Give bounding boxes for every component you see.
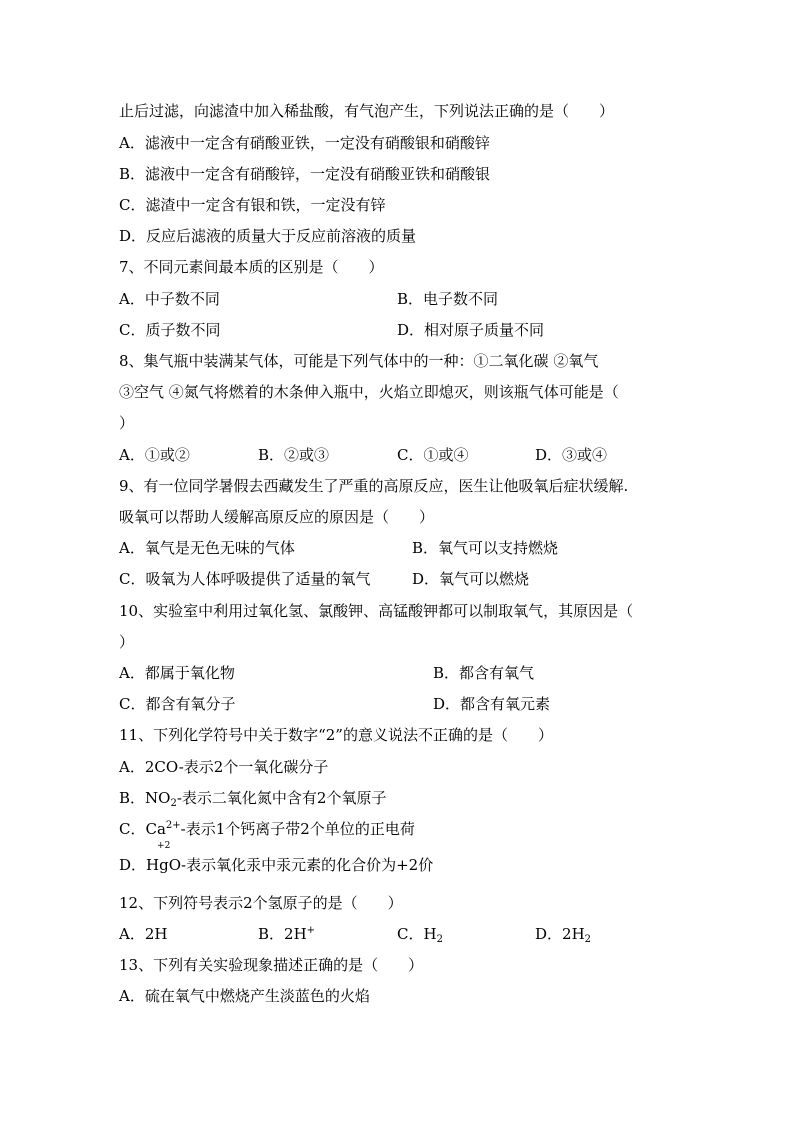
q12-d-subscript: 2 [584,934,592,945]
q13-option-a: A．硫在氧气中燃烧产生淡蓝色的火焰 [119,987,370,1005]
q12-option-d [535,922,591,946]
q10-stem-line-2: ） [119,633,135,651]
q7-stem: 7、不同元素间最本质的区别是（ ） [119,258,384,276]
q8-stem-line-3: ） [119,414,135,432]
q9-stem-line-1: 9、有一位同学暑假去西藏发生了严重的高原反应，医生让他吸氧后症状缓解. [119,477,629,495]
q6-option-b: B．滤液中一定含有硝酸锌，一定没有硝酸亚铁和硝酸银 [119,165,491,183]
q12-option-c [397,922,443,946]
q11-c-formula: Ca [145,820,166,838]
q11-d-prefix: D． [119,856,147,874]
q11-d-text: -表示氧化汞中汞元素的化合价为+2价 [181,856,434,874]
q11-option-a [119,755,328,779]
q8-option-b: B．②或③ [258,446,330,464]
q11-option-c [119,817,415,841]
q8-option-c: C．①或④ [397,446,469,464]
q9-option-d: D．氧气可以燃烧 [412,570,530,588]
q6-stem: 止后过滤，向滤渣中加入稀盐酸，有气泡产生，下列说法正确的是（ ） [119,102,615,120]
q12-option-a: A．2H [119,925,168,943]
q13-stem: 13、下列有关实验现象描述正确的是（ ） [119,956,424,974]
q11-a-prefix: A． [119,758,145,776]
q11-option-d [119,841,434,877]
q9-option-c: C．吸氧为人体呼吸提供了适量的氧气 [119,570,371,588]
q10-option-c: C．都含有氧分子 [119,695,236,713]
q11-a-text: -表示2个一氧化碳分子 [178,758,329,776]
q11-b-subscript: 2 [170,798,177,809]
q12-option-b [258,922,315,946]
q6-option-c: C．滤渣中一定含有银和铁，一定没有锌 [119,196,386,214]
q11-option-b [119,786,386,810]
q11-b-formula: NO [145,789,171,807]
q6-option-a: A．滤液中一定含有硝酸亚铁，一定没有硝酸银和硝酸锌 [119,134,490,152]
q11-d-formula: HgO [146,856,182,874]
q10-option-b: B．都含有氧气 [433,664,535,682]
q10-option-a: A．都属于氧化物 [119,664,235,682]
q12-c-main: C．H [397,925,437,943]
q10-stem-line-1: 10、实验室中利用过氧化氢、氯酸钾、高锰酸钾都可以制取氧气，其原因是（ [119,602,634,620]
q11-d-valence: +2 [157,841,171,851]
q12-b-superscript: + [306,925,316,936]
q12-b-main: B．2H [258,925,307,943]
q8-stem-line-1: 8、集气瓶中装满某气体，可能是下列气体中的一种：①二氧化碳 ②氧气 [119,352,599,370]
q12-d-main: D．2H [535,925,585,943]
q11-d-formula-group [146,841,182,877]
q12-stem: 12、下列符号表示2个氢原子的是（ ） [119,894,403,912]
q8-option-d: D．③或④ [535,446,608,464]
q12-c-subscript: 2 [436,934,443,945]
q7-option-d: D．相对原子质量不同 [397,321,545,339]
q10-option-d: D．都含有氧元素 [433,695,551,713]
q6-option-d: D．反应后滤液的质量大于反应前溶液的质量 [119,227,417,245]
q11-c-prefix: C． [119,820,146,838]
q8-stem-line-2: ③空气 ④氮气将燃着的木条伸入瓶中，火焰立即熄灭，则该瓶气体可能是（ [119,383,619,401]
q7-option-a: A．中子数不同 [119,290,220,308]
q9-option-a: A．氧气是无色无味的气体 [119,539,295,557]
q11-c-superscript: 2+ [165,820,181,831]
q11-c-text: -表示1个钙离子带2个单位的正电荷 [180,820,415,838]
q7-option-b: B．电子数不同 [397,290,499,308]
q11-a-formula: 2CO [144,758,179,776]
q9-stem-line-2: 吸氧可以帮助人缓解高原反应的原因是（ ） [119,508,435,526]
q9-option-b: B．氧气可以支持燃烧 [412,539,559,557]
q11-b-text: -表示二氧化氮中含有2个氧原子 [176,789,387,807]
q7-option-c: C．质子数不同 [119,321,221,339]
q11-b-prefix: B． [119,789,146,807]
q8-option-a: A．①或② [119,446,190,464]
q11-stem: 11、下列化学符号中关于数字“2”的意义说法不正确的是（ ） [119,726,553,744]
